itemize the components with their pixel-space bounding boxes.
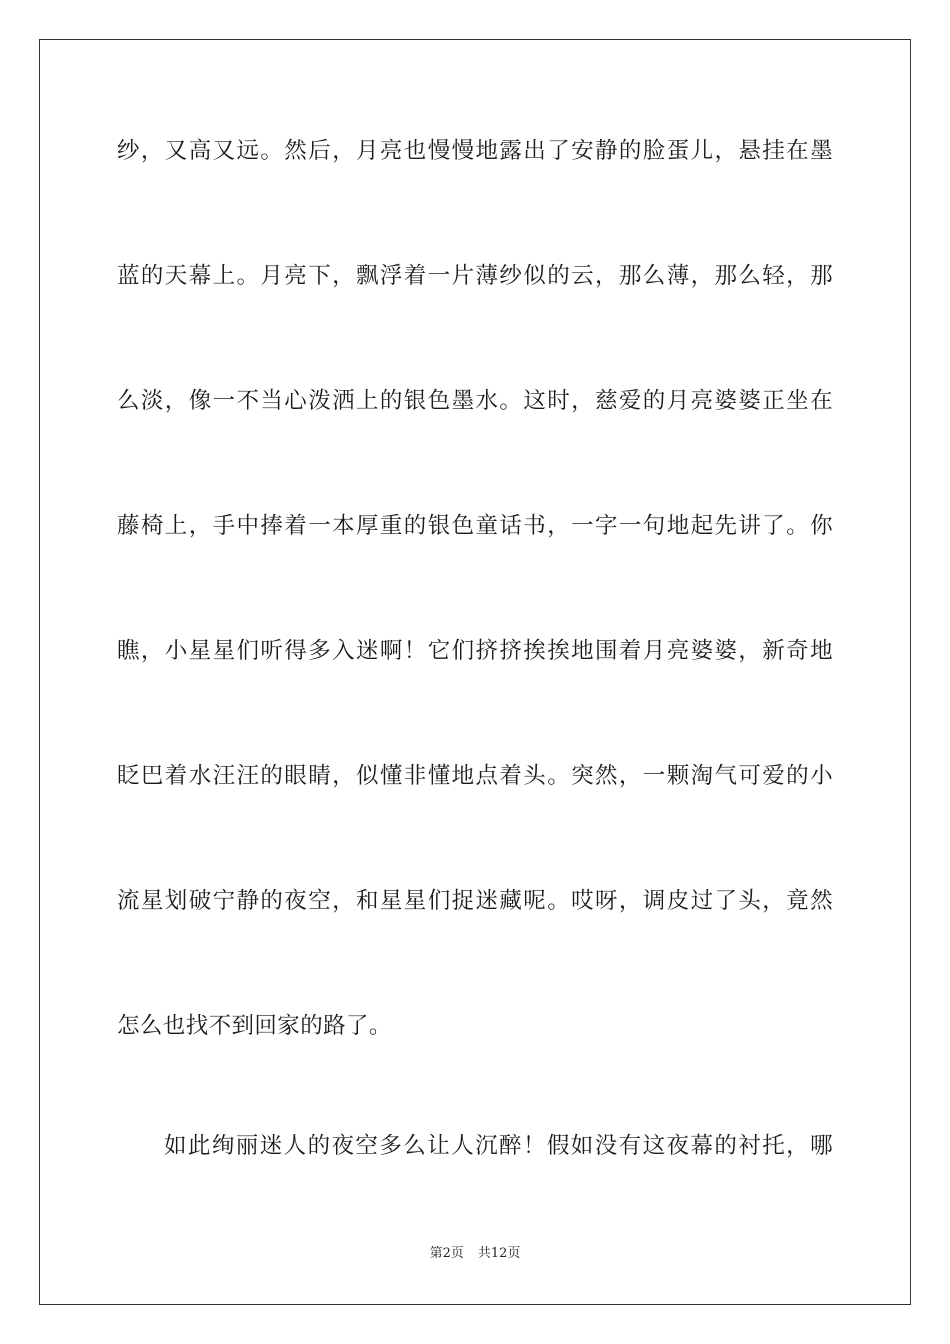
body-line-7: 流星划破宁静的夜空，和星星们捉迷藏呢。哎呀，调皮过了头，竟然 bbox=[117, 888, 833, 914]
body-line-6: 眨巴着水汪汪的眼睛，似懂非懂地点着头。突然，一颗淘气可爱的小 bbox=[117, 763, 833, 789]
body-line-2: 蓝的天幕上。月亮下，飘浮着一片薄纱似的云，那么薄，那么轻，那 bbox=[117, 263, 833, 289]
page-total: 共12页 bbox=[477, 1246, 521, 1261]
page-footer bbox=[0, 1245, 950, 1263]
body-line-3: 么淡，像一不当心泼洒上的银色墨水。这时，慈爱的月亮婆婆正坐在 bbox=[117, 388, 833, 414]
page-border bbox=[39, 39, 911, 1305]
body-line-1: 纱，又高又远。然后，月亮也慢慢地露出了安静的脸蛋儿，悬挂在墨 bbox=[117, 138, 833, 164]
body-line-4: 藤椅上，手中捧着一本厚重的银色童话书，一字一句地起先讲了。你 bbox=[117, 513, 833, 539]
body-line-5: 瞧，小星星们听得多入迷啊！它们挤挤挨挨地围着月亮婆婆，新奇地 bbox=[117, 638, 833, 664]
body-line-9-paragraph-start: 如此绚丽迷人的夜空多么让人沉醉！假如没有这夜幕的衬托，哪 bbox=[164, 1133, 833, 1159]
body-line-8: 怎么也找不到回家的路了。 bbox=[117, 1013, 392, 1039]
page-number: 第2页 bbox=[429, 1246, 464, 1261]
